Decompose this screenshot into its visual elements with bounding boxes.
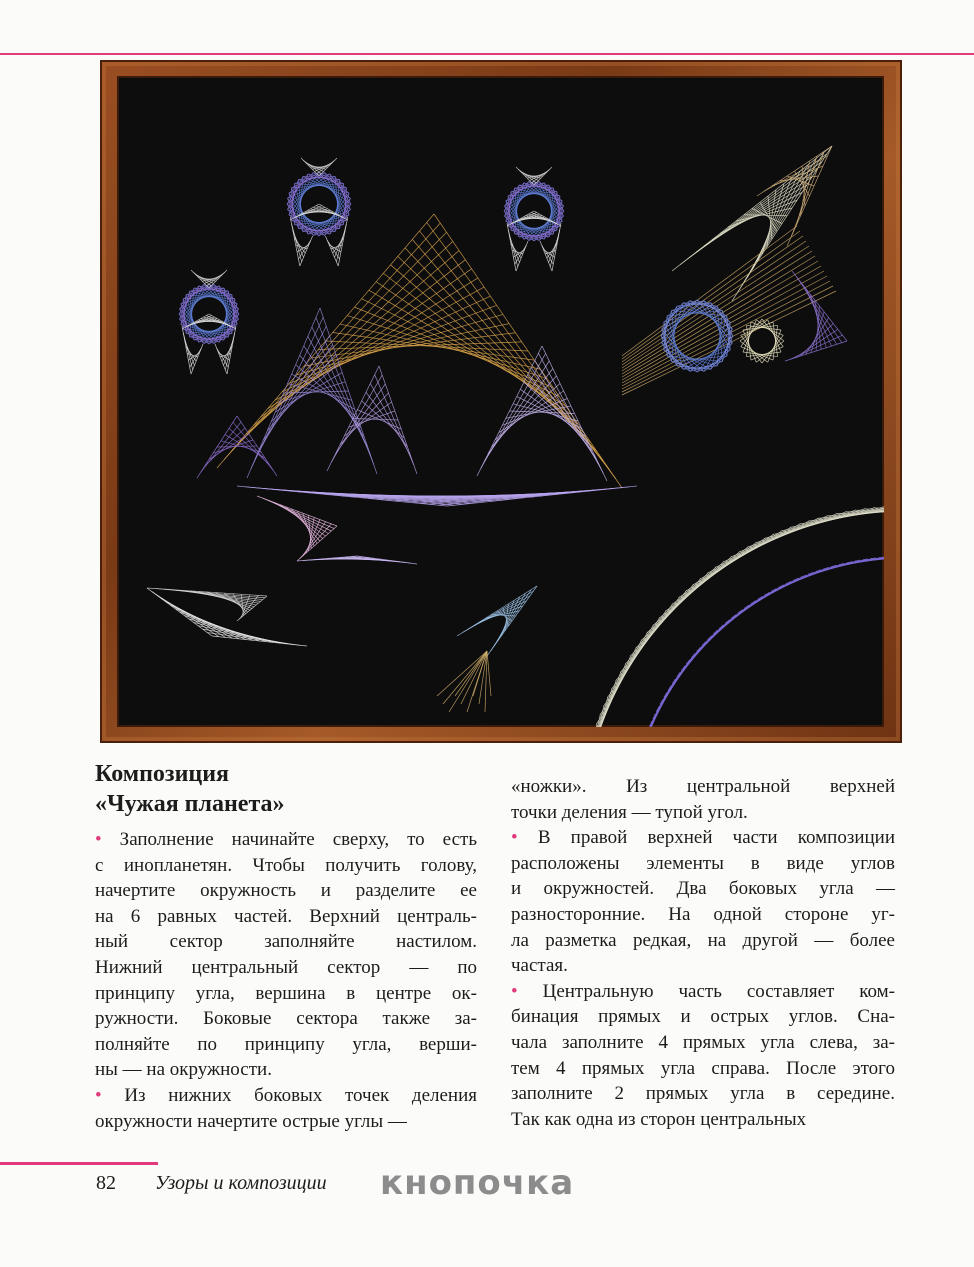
section-title: Узоры и композиции xyxy=(155,1172,327,1194)
string-art-illustration xyxy=(117,76,884,727)
top-accent-rule xyxy=(0,53,974,55)
text-line-content: чала заполните 4 прямых угла слева, за- xyxy=(511,1031,895,1053)
central-towers xyxy=(197,214,622,488)
ship-left xyxy=(147,588,307,646)
text-line xyxy=(95,904,477,930)
text-line-content: ный сектор заполняйте настилом. xyxy=(95,931,477,953)
text-line xyxy=(95,827,477,853)
text-line-content: расположены элементы в виде углов xyxy=(511,852,895,874)
bullet-icon: • xyxy=(95,829,120,850)
text-line xyxy=(95,1032,477,1058)
text-line xyxy=(511,825,895,851)
text-line-content: тем 4 прямых угла справа. После этого xyxy=(511,1057,895,1079)
planet-arc xyxy=(577,506,884,727)
rocket xyxy=(437,586,537,712)
text-line xyxy=(511,1107,895,1133)
heading-line-2: «Чужая планета» xyxy=(95,791,285,817)
text-line-content: заполните 2 прямых угла в середине. xyxy=(511,1083,895,1105)
text-line-content: бинация прямых и острых углов. Сна- xyxy=(511,1006,895,1028)
text-line-content: ла разметка редкая, на другой — более xyxy=(511,929,895,951)
bullet-icon: • xyxy=(95,1084,125,1106)
text-line xyxy=(511,1004,895,1030)
text-line-content: принципу угла, вершина в центре ок- xyxy=(95,982,477,1004)
text-line xyxy=(95,955,477,981)
text-line xyxy=(95,981,477,1007)
text-line-content: начертите окружность и разделите ее xyxy=(95,880,477,902)
text-line xyxy=(511,876,895,902)
text-line-content: на 6 равных частей. Верхний централь- xyxy=(95,905,477,927)
text-line-content: и окружностей. Два боковых угла — xyxy=(511,878,895,900)
alien-middle xyxy=(287,158,351,266)
text-line xyxy=(95,1083,477,1109)
watermark: кнопочка xyxy=(380,1163,575,1203)
planet-base xyxy=(237,486,637,564)
text-line xyxy=(95,1109,477,1135)
text-line xyxy=(95,853,477,879)
bottom-accent-rule xyxy=(0,1162,158,1165)
text-line-content: окружности начертите острые углы — xyxy=(95,1110,407,1132)
text-line-content: ружности. Боковые сектора также за- xyxy=(95,1008,477,1030)
text-line-content: точки деления — тупой угол. xyxy=(511,801,748,823)
text-line-content: Так как одна из сторон центральных xyxy=(511,1108,807,1130)
text-line xyxy=(95,1057,477,1083)
text-line-content: частая. xyxy=(511,955,568,977)
page-number: 82 xyxy=(96,1172,116,1194)
bullet-icon: • xyxy=(511,827,538,849)
bullet-icon: • xyxy=(511,980,543,1002)
text-line-content: Заполнение начинайте сверху, то есть xyxy=(119,829,477,850)
framed-string-art-picture xyxy=(100,60,902,743)
text-line xyxy=(511,902,895,928)
text-line xyxy=(511,1030,895,1056)
text-line-content: разносторонние. На одной стороне уг- xyxy=(511,903,895,925)
comet-upper-right xyxy=(622,146,836,395)
text-line xyxy=(511,774,895,800)
alien-left xyxy=(179,270,239,374)
text-line-content: Из нижних боковых точек деления xyxy=(124,1084,477,1106)
text-line xyxy=(511,953,895,979)
text-line-content: полняйте по принципу угла, верши- xyxy=(95,1033,477,1055)
text-line-content: Нижний центральный сектор — по xyxy=(95,956,477,978)
text-line-content: Центральную часть составляет ком- xyxy=(542,980,895,1002)
heading-line-1: Композиция xyxy=(95,761,230,787)
text-line xyxy=(95,1006,477,1032)
text-line-content: В правой верхней части композиции xyxy=(537,827,896,849)
text-line-content: «ножки». Из центральной верхней xyxy=(511,776,895,797)
text-line xyxy=(511,1056,895,1082)
left-text-column xyxy=(95,827,477,1134)
string-art-canvas xyxy=(117,76,884,727)
circles-right xyxy=(661,271,847,372)
text-line xyxy=(95,929,477,955)
text-line xyxy=(511,800,895,826)
text-line xyxy=(95,878,477,904)
text-line-content: ны — на окружности. xyxy=(95,1059,272,1081)
text-line xyxy=(511,1081,895,1107)
composition-heading xyxy=(95,759,285,819)
text-line xyxy=(511,851,895,877)
text-line xyxy=(511,928,895,954)
text-line-content: с инопланетян. Чтобы получить голову, xyxy=(95,854,477,876)
text-line xyxy=(511,979,895,1005)
alien-right xyxy=(504,167,564,271)
right-text-column xyxy=(511,774,895,1132)
